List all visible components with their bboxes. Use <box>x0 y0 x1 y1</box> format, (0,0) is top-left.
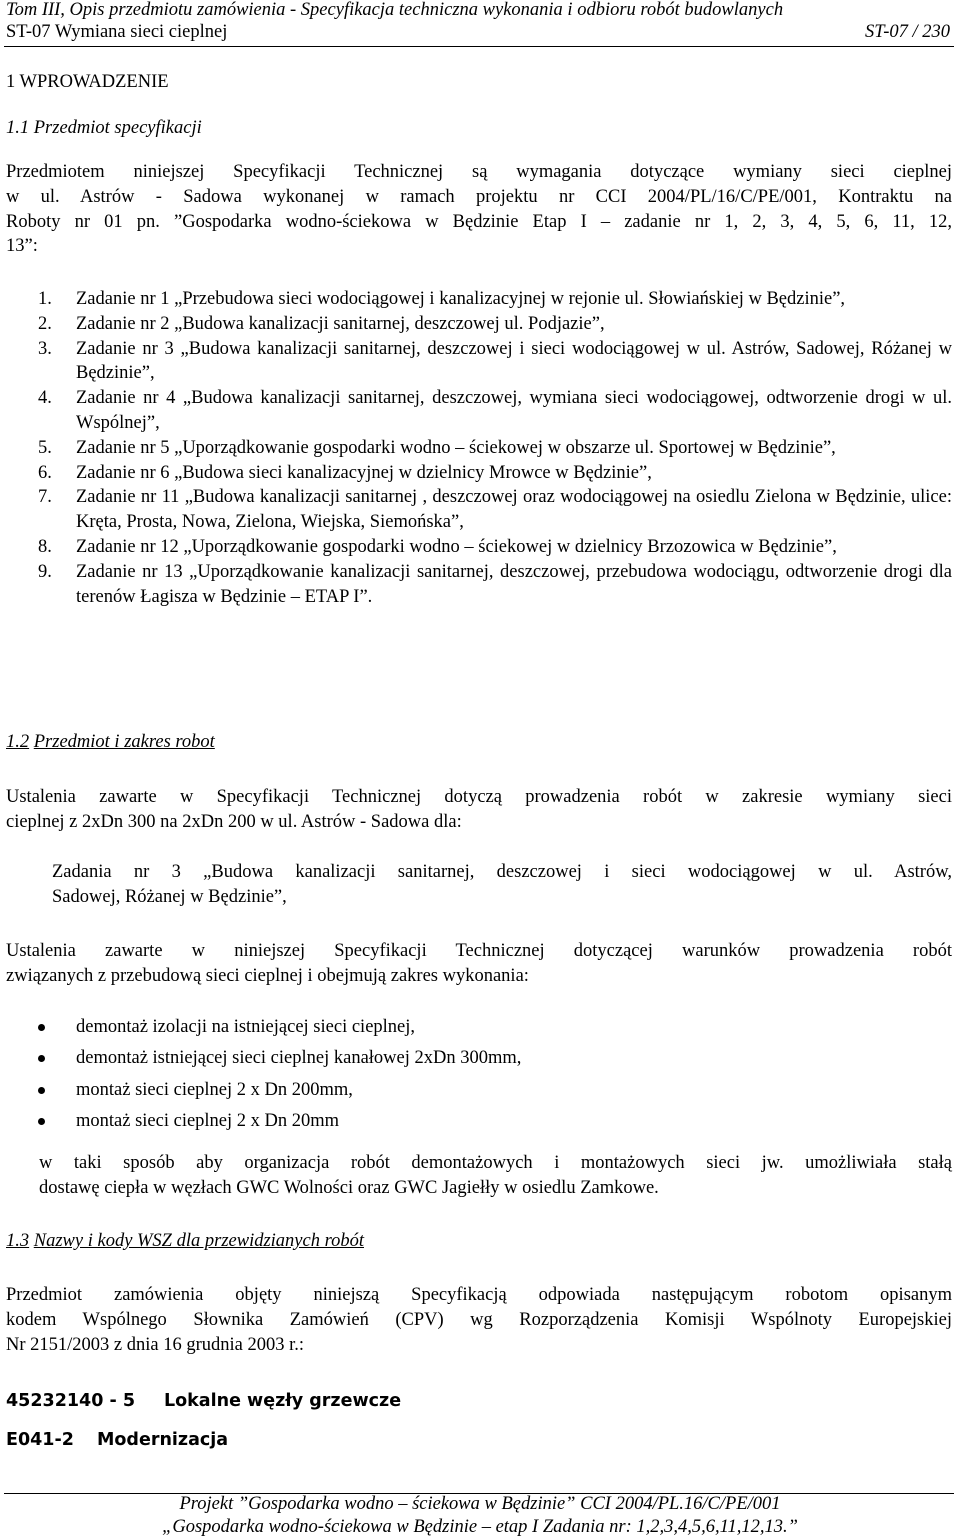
list-item <box>6 337 952 387</box>
cpv-code-row <box>6 1389 401 1414</box>
paragraph-line: Roboty nr 01 pn. ”Gospodarka wodno-ściekowa w Będzinie Etap I – zadanie nr 1, 2, 3, 4, 5, 6, 11, 12, <box>6 211 952 232</box>
paragraph-line: związanych z przebudową sieci cieplnej i obejmują zakres wykonania: <box>6 965 529 986</box>
list-item <box>6 535 952 560</box>
subsection-title: Nazwy i kody WSZ dla przewidzianych robót <box>33 1231 364 1251</box>
list-item <box>6 386 952 436</box>
item-number: 5. <box>38 437 52 458</box>
item-text: demontaż izolacji na istniejącej sieci cieplnej, <box>76 1017 416 1037</box>
paragraph-line: Ustalenia zawarte w Specyfikacji Technicznej dotyczą prowadzenia robót w zakresie wymiany sieci <box>6 787 952 807</box>
page-reference: ST-07 / 230 <box>865 22 950 42</box>
item-number: 9. <box>38 561 52 582</box>
list-item <box>6 1046 906 1077</box>
subsection-heading-1-3 <box>6 1229 364 1254</box>
paragraph-line: cieplnej z 2xDn 300 na 2xDn 200 w ul. Astrów - Sadowa dla: <box>6 811 462 832</box>
task-list <box>6 287 952 609</box>
document-header-row <box>6 20 950 45</box>
item-number: 2. <box>38 313 52 334</box>
document-header-title: Tom III, Opis przedmiotu zamówienia - Specyfikacja techniczna wykonania i odbioru robót budowlanych <box>6 0 784 20</box>
subsection-heading-1-1 <box>6 116 202 141</box>
cpv-label: Lokalne węzły grzewcze <box>164 1391 402 1411</box>
subsection-title: Przedmiot i zakres robot <box>33 732 215 752</box>
list-item <box>6 312 952 337</box>
item-number: 1. <box>38 289 52 309</box>
item-number: 8. <box>38 536 52 557</box>
footer-tasks-line: „Gospodarka wodno-ściekowa w Będzinie – etap I Zadania nr: 1,2,3,4,5,6,11,12,13.” <box>162 1517 798 1537</box>
item-text: Zadanie nr 4 „Budowa kanalizacji sanitarnej, deszczowej, wymiana sieci wodociągowej, odtworzenie drogi w ul. Wspólnej”, <box>76 388 952 433</box>
paragraph-line: Ustalenia zawarte w niniejszej Specyfikacji Technicznej dotyczącej warunków prowadzenia robót <box>6 941 952 961</box>
item-text: Zadanie nr 2 „Budowa kanalizacji sanitarnej, deszczowej ul. Podjazie”, <box>76 313 605 334</box>
bullet-icon <box>38 1055 45 1062</box>
list-item <box>6 1109 906 1140</box>
cpv-code: E041-2 <box>6 1430 74 1450</box>
list-item <box>6 1078 906 1109</box>
subsection-number: 1.3 <box>6 1231 30 1251</box>
cpv-code-row <box>6 1428 228 1453</box>
work-scope-list <box>6 1015 906 1141</box>
paragraph-line: Nr 2151/2003 z dnia 16 grudnia 2003 r.: <box>6 1334 305 1355</box>
list-item <box>6 461 952 486</box>
paragraph-line: Sadowej, Różanej w Będzinie”, <box>52 886 287 907</box>
list-item <box>6 560 952 610</box>
conditions-paragraph <box>6 939 952 989</box>
intro-paragraph <box>6 160 952 259</box>
section-heading: 1 WPROWADZENIE <box>6 72 169 92</box>
subsection-title: Przedmiot specyfikacji <box>33 118 202 138</box>
cpv-code: 45232140 - 5 <box>6 1391 136 1411</box>
list-item <box>6 436 952 461</box>
bullet-icon <box>38 1087 45 1094</box>
item-text: Zadanie nr 3 „Budowa kanalizacji sanitarnej, deszczowej i sieci wodociągowej w ul. Astrów, Sadowej, Różanej w Będzinie”, <box>76 338 952 384</box>
list-item <box>6 287 952 312</box>
scope-paragraph <box>6 785 952 835</box>
item-text: Zadanie nr 12 „Uporządkowanie gospodarki wodno – ściekowej w dzielnicy Brzozowica w Będzinie”, <box>76 536 837 557</box>
spec-name: ST-07 Wymiana sieci cieplnej <box>6 22 228 42</box>
paragraph-line: 13”: <box>6 236 38 257</box>
item-text: Zadanie nr 13 „Uporządkowanie kanalizacji sanitarnej, deszczowej, przebudowa wodociągu, odtworzenie drogi dla terenów Łagisza w Będzinie – ETAP I”. <box>76 561 952 607</box>
item-number: 6. <box>38 462 52 483</box>
bullet-icon <box>38 1118 45 1125</box>
paragraph-line: w taki sposób aby organizacja robót demontażowych i montażowych sieci jw. umożliwiała stałą <box>39 1153 952 1173</box>
item-number: 7. <box>38 487 52 508</box>
paragraph-line: w ul. Astrów - Sadowa wykonanej w ramach projektu nr CCI 2004/PL/16/C/PE/001, Kontraktu na <box>6 186 952 207</box>
item-number: 3. <box>38 338 52 359</box>
footer-project-line: Projekt ”Gospodarka wodno – ściekowa w Będzinie” CCI 2004/PL.16/C/PE/001 <box>179 1494 781 1514</box>
item-text: Zadanie nr 5 „Uporządkowanie gospodarki wodno – ściekowej w obszarze ul. Sportowej w Będzinie”, <box>76 437 836 458</box>
cpv-paragraph <box>6 1283 952 1357</box>
organization-paragraph <box>39 1151 952 1201</box>
header-divider <box>4 46 954 47</box>
subsection-number: 1.1 <box>6 118 30 138</box>
paragraph-line: Przedmiotem niniejszej Specyfikacji Technicznej są wymagania dotyczące wymiany sieci cieplnej <box>6 162 952 182</box>
item-number: 4. <box>38 388 52 409</box>
item-text: montaż sieci cieplnej 2 x Dn 20mm <box>76 1111 340 1132</box>
item-text: Zadanie nr 1 „Przebudowa sieci wodociągowej i kanalizacyjnej w rejonie ul. Słowiańskiej w Będzinie”, <box>76 289 846 309</box>
bullet-icon <box>38 1024 45 1031</box>
cpv-label: Modernizacja <box>97 1430 229 1450</box>
paragraph-line: kodem Wspólnego Słownika Zamówień (CPV) wg Rozporządzenia Komisji Wspólnoty Europejskiej <box>6 1309 952 1330</box>
subsection-number: 1.2 <box>6 732 30 752</box>
item-text: Zadanie nr 11 „Budowa kanalizacji sanitarnej , deszczowej oraz wodociągowej na osiedlu Zielona w Będzinie, ulice: Kręta, Prosta, Nowa, Zielona, Wiejska, Siemońska”, <box>76 487 952 533</box>
paragraph-line: Przedmiot zamówienia objęty niniejszą Specyfikacją odpowiada następującym robotom opisanym <box>6 1285 952 1305</box>
list-item <box>6 1015 906 1046</box>
item-text: montaż sieci cieplnej 2 x Dn 200mm, <box>76 1079 353 1100</box>
paragraph-line: dostawę ciepła w węzłach GWC Wolności oraz GWC Jagiełły w osiedlu Zamkowe. <box>39 1177 659 1198</box>
paragraph-line: Zadania nr 3 „Budowa kanalizacji sanitarnej, deszczowej i sieci wodociągowej w ul. Astrów, <box>52 862 952 882</box>
list-item <box>6 485 952 535</box>
subsection-heading-1-2 <box>6 730 215 755</box>
task-reference-paragraph <box>52 860 952 910</box>
item-text: demontaż istniejącej sieci cieplnej kanałowej 2xDn 300mm, <box>76 1048 522 1069</box>
item-text: Zadanie nr 6 „Budowa sieci kanalizacyjnej w dzielnicy Mrowce w Będzinie”, <box>76 462 652 483</box>
